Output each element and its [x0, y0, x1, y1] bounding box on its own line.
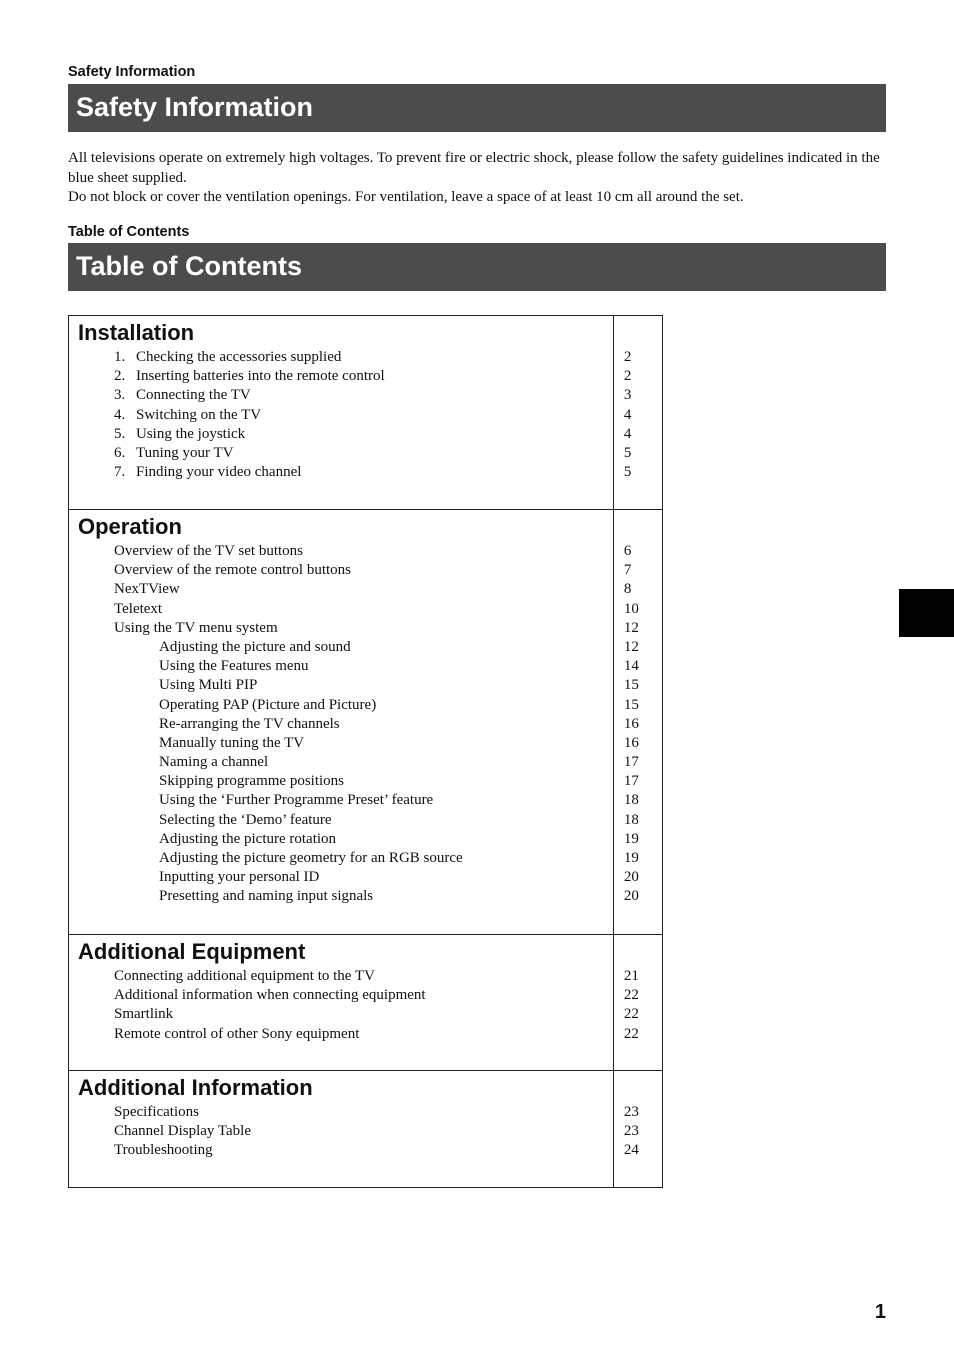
section-tab-marker	[899, 589, 954, 637]
toc-entry-text: Using the ‘Further Programme Preset’ feature	[159, 792, 434, 809]
toc-entry-page: 23	[623, 1104, 639, 1120]
toc-entry-page: 4	[623, 406, 632, 423]
safety-text	[68, 149, 890, 208]
toc-entry	[69, 542, 613, 561]
toc-entry-text: Presetting and naming input signals	[159, 888, 374, 905]
toc-entry-page: 22	[623, 987, 639, 1004]
toc-page-list	[614, 316, 662, 482]
toc-entry-page: 6	[623, 543, 632, 559]
toc-page-list	[614, 1071, 662, 1161]
toc-entry-page: 5	[623, 444, 632, 461]
toc-entry-page: 18	[623, 811, 639, 828]
toc-entry	[69, 348, 613, 367]
toc-entry	[69, 696, 613, 715]
toc-entry-page: 3	[623, 387, 632, 404]
toc-section-title: Additional Information	[78, 1075, 313, 1100]
toc-entry-text: Inserting batteries into the remote control	[136, 368, 385, 385]
toc-section	[69, 316, 663, 510]
toc-entry-text: Switching on the TV	[136, 406, 262, 423]
toc-entry-number: 1.	[114, 349, 126, 365]
toc-entry-text: Channel Display Table	[114, 1123, 251, 1140]
toc-entry-text: Smartlink	[114, 1006, 174, 1023]
toc-entry-page: 21	[623, 968, 639, 984]
toc-entry-number: 5.	[114, 425, 126, 442]
toc-entry	[69, 715, 613, 734]
toc-section-pages-cell	[613, 935, 662, 1071]
toc-section-pages-cell	[613, 1071, 662, 1188]
toc-entry-text: Troubleshooting	[114, 1142, 213, 1159]
toc-entry-page: 8	[623, 581, 632, 598]
toc-entry-page: 4	[623, 425, 632, 442]
toc-entry-page: 12	[623, 619, 639, 636]
toc-section-title: Additional Equipment	[78, 939, 306, 964]
toc-entry-text: Using the TV menu system	[114, 619, 278, 636]
toc-entry-page: 16	[623, 715, 639, 732]
toc-entry	[69, 967, 613, 986]
toc-entry	[69, 849, 613, 868]
toc-entry	[69, 600, 613, 619]
toc-entry-text: Manually tuning the TV	[159, 734, 305, 751]
toc-entry-page: 24	[623, 1142, 639, 1159]
toc-entry-page: 2	[623, 349, 632, 365]
toc-entry	[69, 1122, 613, 1141]
toc-entry	[69, 425, 613, 444]
toc-entry	[69, 463, 613, 482]
toc-entry-page: 20	[623, 888, 639, 905]
toc-entry-list	[69, 542, 613, 907]
toc-entry-page: 22	[623, 1006, 639, 1023]
toc-entry-text: Checking the accessories supplied	[136, 349, 342, 365]
toc-section-pages-cell	[613, 316, 662, 510]
toc-entry-text: Tuning your TV	[136, 444, 234, 461]
toc-section-title: Operation	[78, 514, 182, 539]
toc-entry	[69, 734, 613, 753]
toc-entry	[69, 1025, 613, 1044]
toc-entry	[69, 1141, 613, 1160]
toc-entry-number: 6.	[114, 444, 126, 461]
toc-entry-page: 5	[623, 464, 632, 481]
toc-entry-text: Connecting the TV	[136, 387, 251, 404]
toc-entry-page: 17	[623, 754, 639, 771]
safety-running-head: Safety Information	[68, 64, 196, 80]
toc-entry	[69, 386, 613, 405]
toc-entry	[69, 444, 613, 463]
toc-entry	[69, 367, 613, 386]
toc-entry-text: Additional information when connecting equipment	[114, 987, 426, 1004]
toc-entry-page: 7	[623, 562, 632, 579]
safety-paragraph-1: All televisions operate on extremely high voltages. To prevent fire or electric shock, please follow the safety guidelines indicated in the blue sheet supplied.	[68, 150, 880, 186]
toc-entry-text: Remote control of other Sony equipment	[114, 1025, 360, 1042]
toc-entry-page: 19	[623, 850, 639, 866]
toc-entry-text: Overview of the remote control buttons	[114, 562, 352, 579]
toc-entry-page: 19	[623, 830, 639, 847]
toc-entry-text: Overview of the TV set buttons	[114, 543, 304, 559]
toc-entry-page: 18	[623, 792, 639, 809]
toc-section	[69, 1071, 663, 1188]
toc-entry	[69, 1103, 613, 1122]
toc-entry-text: Specifications	[114, 1104, 199, 1120]
toc-entry	[69, 1005, 613, 1024]
toc-entry	[69, 638, 613, 657]
toc-entry	[69, 657, 613, 676]
toc-entry	[69, 986, 613, 1005]
toc-page-list	[614, 935, 662, 1044]
table-of-contents	[68, 315, 663, 1188]
toc-section-entries-cell	[69, 510, 614, 935]
toc-entry	[69, 868, 613, 887]
toc-entry-page: 10	[623, 600, 639, 617]
toc-entry-text: Skipping programme positions	[159, 773, 344, 790]
toc-entry-list	[69, 967, 613, 1044]
toc-entry	[69, 887, 613, 906]
toc-entry-page: 14	[623, 658, 639, 675]
toc-entry-list	[69, 1103, 613, 1161]
toc-entry-text: Connecting additional equipment to the TV	[114, 968, 375, 984]
toc-entry-text: Inputting your personal ID	[159, 869, 320, 886]
toc-entry	[69, 580, 613, 599]
toc-entry	[69, 811, 613, 830]
toc-entry-page: 22	[623, 1025, 639, 1042]
toc-entry-page: 15	[623, 696, 639, 713]
contents-banner-title: Table of Contents	[68, 243, 886, 291]
toc-entry-list	[69, 348, 613, 482]
toc-entry-number: 2.	[114, 368, 126, 385]
toc-entry-text: Teletext	[114, 600, 163, 617]
safety-paragraph-2: Do not block or cover the ventilation openings. For ventilation, leave a space of at least 10 cm all around the set.	[68, 189, 744, 205]
toc-entry-page: 12	[623, 638, 639, 655]
toc-entry	[69, 561, 613, 580]
toc-entry-number: 3.	[114, 387, 126, 404]
toc-entry-text: Selecting the ‘Demo’ feature	[159, 811, 332, 828]
toc-section	[69, 935, 663, 1071]
toc-entry-text: Finding your video channel	[136, 464, 302, 481]
toc-entry-page: 16	[623, 734, 639, 751]
toc-entry-text: Using the joystick	[136, 425, 246, 442]
toc-entry	[69, 772, 613, 791]
toc-entry-text: Using the Features menu	[159, 658, 309, 675]
toc-entry-page: 17	[623, 773, 639, 790]
toc-entry	[69, 619, 613, 638]
toc-section-entries-cell	[69, 935, 614, 1071]
toc-section	[69, 510, 663, 935]
toc-section-entries-cell	[69, 1071, 614, 1188]
toc-entry-text: NexTView	[114, 581, 180, 598]
toc-entry-page: 2	[623, 368, 632, 385]
toc-entry-text: Adjusting the picture geometry for an RGB source	[159, 850, 463, 866]
toc-entry-number: 4.	[114, 406, 126, 423]
toc-entry	[69, 676, 613, 695]
contents-running-head: Table of Contents	[68, 224, 190, 240]
toc-entry-text: Re-arranging the TV channels	[159, 715, 340, 732]
toc-entry-page: 23	[623, 1123, 639, 1140]
toc-entry	[69, 753, 613, 772]
toc-entry	[69, 791, 613, 810]
page-number: 1	[874, 1301, 886, 1323]
toc-entry-text: Naming a channel	[159, 754, 269, 771]
toc-section-pages-cell	[613, 510, 662, 935]
toc-entry-page: 20	[623, 869, 639, 886]
toc-entry-page: 15	[623, 677, 639, 694]
toc-entry	[69, 830, 613, 849]
toc-page-list	[614, 510, 662, 907]
toc-section-entries-cell	[69, 316, 614, 510]
toc-entry-text: Operating PAP (Picture and Picture)	[159, 696, 377, 713]
toc-entry-text: Using Multi PIP	[159, 677, 258, 694]
toc-entry-number: 7.	[114, 464, 126, 481]
safety-banner-title: Safety Information	[68, 84, 886, 132]
toc-entry	[69, 406, 613, 425]
toc-section-title: Installation	[78, 320, 195, 345]
toc-entry-text: Adjusting the picture rotation	[159, 830, 337, 847]
toc-entry-text: Adjusting the picture and sound	[159, 638, 351, 655]
